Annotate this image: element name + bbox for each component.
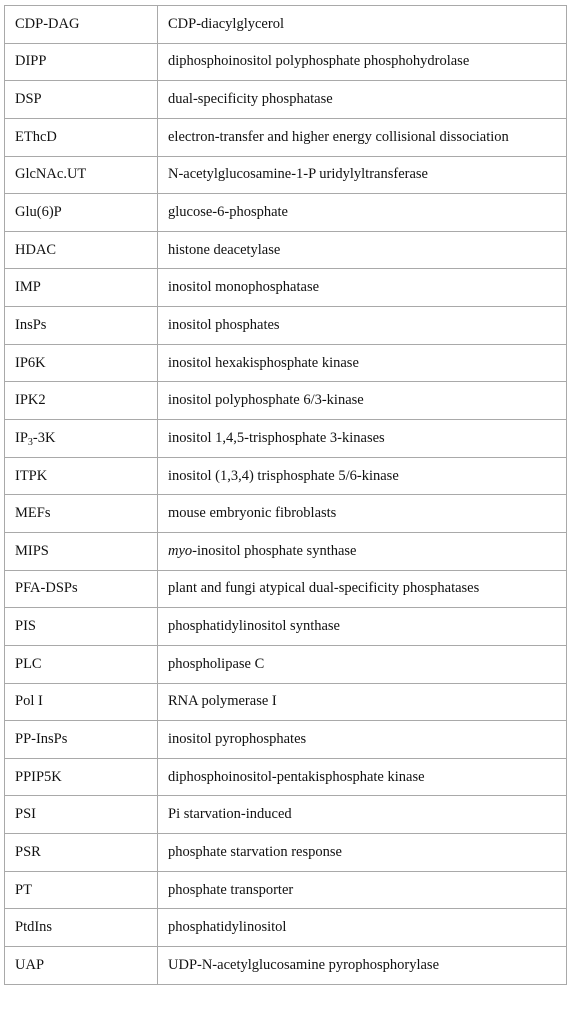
definition-cell: inositol monophosphatase xyxy=(158,269,567,307)
abbreviation-cell: Pol I xyxy=(5,683,158,721)
abbreviation-cell: Glu(6)P xyxy=(5,194,158,232)
definition-rest: -inositol phosphate synthase xyxy=(192,542,357,559)
definition-cell xyxy=(158,532,567,570)
table-row xyxy=(5,231,567,269)
table-row xyxy=(5,43,567,81)
definition-cell: dual-specificity phosphatase xyxy=(158,81,567,119)
abbreviation-cell: PIS xyxy=(5,608,158,646)
table-row xyxy=(5,495,567,533)
table-row xyxy=(5,344,567,382)
definition-cell: UDP-N-acetylglucosamine pyrophosphorylase xyxy=(158,947,567,985)
definition-cell: diphosphoinositol polyphosphate phosphohydrolase xyxy=(158,43,567,81)
table-row xyxy=(5,532,567,570)
abbreviation-cell: ITPK xyxy=(5,457,158,495)
abbreviation-cell: PFA-DSPs xyxy=(5,570,158,608)
definition-cell: phosphatidylinositol xyxy=(158,909,567,947)
table-row xyxy=(5,6,567,44)
abbreviation-cell xyxy=(5,420,158,458)
abbreviation-cell: UAP xyxy=(5,947,158,985)
table-row xyxy=(5,156,567,194)
definition-cell: inositol 1,4,5-trisphosphate 3-kinases xyxy=(158,420,567,458)
definition-cell: mouse embryonic fibroblasts xyxy=(158,495,567,533)
table-row xyxy=(5,269,567,307)
definition-cell: diphosphoinositol-pentakisphosphate kinase xyxy=(158,758,567,796)
abbreviation-cell: PPIP5K xyxy=(5,758,158,796)
table-row xyxy=(5,420,567,458)
definition-cell: inositol (1,3,4) trisphosphate 5/6-kinase xyxy=(158,457,567,495)
definition-cell: phospholipase C xyxy=(158,645,567,683)
definition-cell: glucose-6-phosphate xyxy=(158,194,567,232)
abbreviation-cell: PSR xyxy=(5,834,158,872)
definition-cell: inositol phosphates xyxy=(158,307,567,345)
abbr-prefix: IP xyxy=(15,429,28,446)
abbreviation-cell: GlcNAc.UT xyxy=(5,156,158,194)
abbreviation-cell: DSP xyxy=(5,81,158,119)
abbreviation-cell: MEFs xyxy=(5,495,158,533)
table-row xyxy=(5,194,567,232)
definition-cell: histone deacetylase xyxy=(158,231,567,269)
abbreviation-cell: IMP xyxy=(5,269,158,307)
table-row xyxy=(5,721,567,759)
table-row xyxy=(5,81,567,119)
table-row xyxy=(5,382,567,420)
abbreviation-cell: IP6K xyxy=(5,344,158,382)
table-row xyxy=(5,118,567,156)
definition-cell: Pi starvation-induced xyxy=(158,796,567,834)
table-row xyxy=(5,457,567,495)
abbreviation-cell: IPK2 xyxy=(5,382,158,420)
abbreviation-cell: PLC xyxy=(5,645,158,683)
abbreviation-cell: DIPP xyxy=(5,43,158,81)
table-row xyxy=(5,834,567,872)
definition-cell: inositol hexakisphosphate kinase xyxy=(158,344,567,382)
abbreviation-cell: PP-InsPs xyxy=(5,721,158,759)
definition-italic: myo xyxy=(168,542,193,559)
definition-cell: phosphate starvation response xyxy=(158,834,567,872)
table-row xyxy=(5,909,567,947)
definition-cell: phosphate transporter xyxy=(158,871,567,909)
abbreviation-cell: MIPS xyxy=(5,532,158,570)
table-row xyxy=(5,683,567,721)
definition-cell: N-acetylglucosamine-1-P uridylyltransferase xyxy=(158,156,567,194)
abbreviation-cell: PtdIns xyxy=(5,909,158,947)
definition-cell: RNA polymerase I xyxy=(158,683,567,721)
definition-cell: inositol polyphosphate 6/3-kinase xyxy=(158,382,567,420)
table-row xyxy=(5,871,567,909)
definition-cell: CDP-diacylglycerol xyxy=(158,6,567,44)
table-row xyxy=(5,758,567,796)
abbreviation-cell: EThcD xyxy=(5,118,158,156)
abbreviation-cell: PSI xyxy=(5,796,158,834)
table-row xyxy=(5,796,567,834)
definition-cell: inositol pyrophosphates xyxy=(158,721,567,759)
table-row xyxy=(5,307,567,345)
abbreviation-cell: InsPs xyxy=(5,307,158,345)
table-row xyxy=(5,947,567,985)
definition-cell: electron-transfer and higher energy collisional dissociation xyxy=(158,118,567,156)
abbr-suffix: -3K xyxy=(32,429,56,446)
abbreviation-cell: CDP-DAG xyxy=(5,6,158,44)
abbreviation-cell: PT xyxy=(5,871,158,909)
table-row xyxy=(5,570,567,608)
abbreviations-table xyxy=(4,5,567,985)
abbr-subscript: 3 xyxy=(27,436,33,448)
table-row xyxy=(5,608,567,646)
definition-cell: phosphatidylinositol synthase xyxy=(158,608,567,646)
definition-cell: plant and fungi atypical dual-specificity phosphatases xyxy=(158,570,567,608)
abbreviation-cell: HDAC xyxy=(5,231,158,269)
table-row xyxy=(5,645,567,683)
